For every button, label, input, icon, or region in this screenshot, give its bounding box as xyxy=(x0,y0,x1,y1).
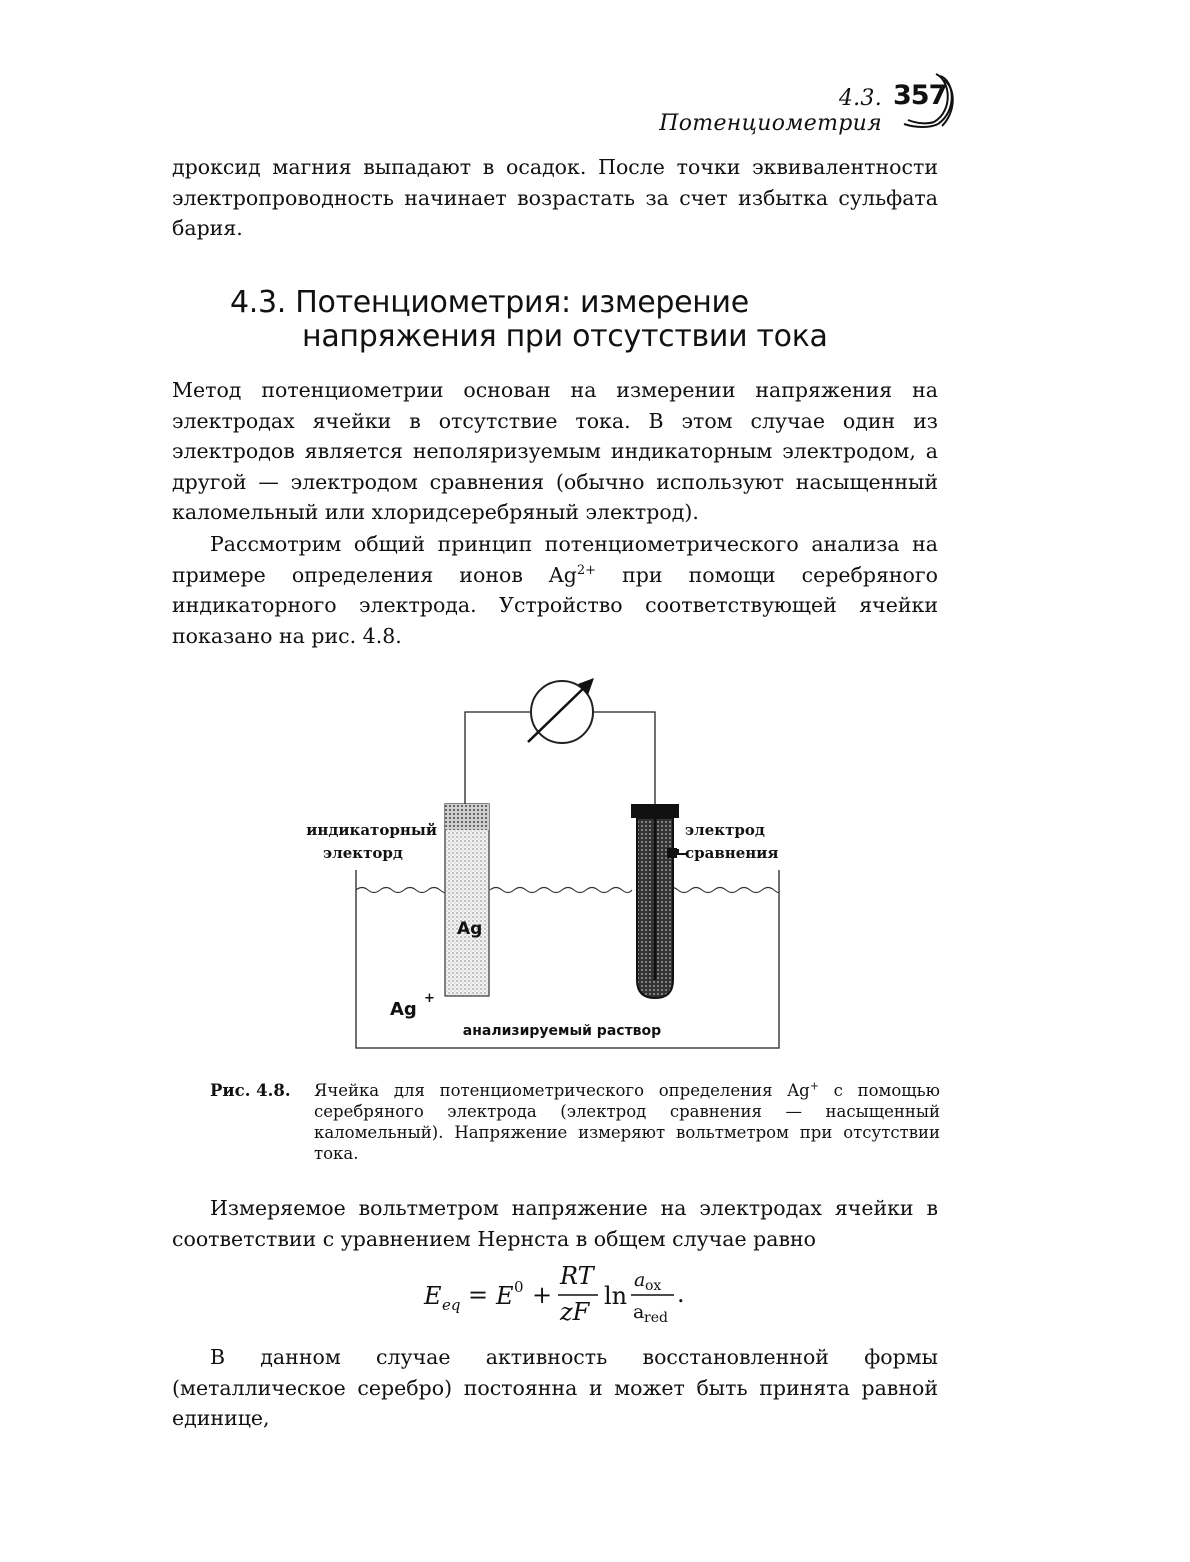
section-heading-line2: напряжения при отсутствии тока xyxy=(302,319,828,354)
eq-e0: E xyxy=(496,1282,514,1310)
paragraph-method: Метод потенциометрии основан на измерении напряжения на электродах ячейки в отсутствие тока. В этом случае один из электродов является неполяризуемым индикаторным электродом, а другой — электродом сравнения (обычно используют насыщенный каломельный или хлоридсеребряный электрод). xyxy=(172,378,938,524)
paragraph-nernst: Измеряемое вольтметром напряжение на электродах ячейки в соответствии с уравнением Нернста в общем случае равно xyxy=(172,1196,938,1251)
caption-text-before: Ячейка для потенциометрического определения Ag xyxy=(314,1081,810,1100)
figure-caption-label: Рис. 4.8. xyxy=(210,1081,291,1100)
eq-e0-sup: 0 xyxy=(514,1278,524,1296)
paragraph-example xyxy=(172,529,938,651)
silver-ion-label: Ag xyxy=(390,999,417,1020)
solution-label: анализируемый раствор xyxy=(462,1023,662,1039)
eq-a-num: a xyxy=(634,1269,646,1291)
indicator-electrode-label-line2: электорд xyxy=(323,844,403,862)
reference-electrode-label-line2: сравнения xyxy=(685,844,779,862)
paragraph-example-before: Рассмотрим общий принцип потенциометрического анализа на примере определения ионов Ag xyxy=(172,532,938,587)
running-header-title: 4.3. Потенциометрия xyxy=(659,86,882,136)
eq-a-den-sub: red xyxy=(644,1310,668,1326)
beaker xyxy=(356,870,779,1048)
eq-equals: = xyxy=(468,1281,489,1309)
indicator-electrode-label-line1: индикаторный xyxy=(306,821,437,839)
paragraph-bottom: В данном случае активность восстановленной формы (металлическое серебро) постоянна и может быть принята равной единице, xyxy=(172,1345,938,1430)
section-heading xyxy=(230,286,930,354)
indicator-electrode xyxy=(445,804,489,996)
electrochemical-cell-figure xyxy=(306,668,800,1060)
caption-text-after: с помощью серебряного электрода (электрод сравнения — насыщенный каломельный). Напряжение измеряют вольтметром при отсутствии тока. xyxy=(314,1081,940,1163)
eq-lhs: E xyxy=(424,1282,442,1310)
eq-frac-den: zF xyxy=(560,1298,590,1326)
caption-ion-charge: + xyxy=(809,1079,819,1093)
page-number: 357 xyxy=(893,80,947,111)
eq-ln: ln xyxy=(604,1282,628,1310)
nernst-equation xyxy=(420,1262,710,1332)
paragraph-example-after: при помощи серебряного индикаторного электрода. Устройство соответствующей ячейки показано на рис. 4.8. xyxy=(172,562,938,648)
silver-electrode-label: Ag xyxy=(457,919,483,939)
section-heading-line1: 4.3. Потенциометрия: измерение xyxy=(230,285,749,320)
figure-caption-text xyxy=(314,1080,940,1164)
page-number-ornament-icon xyxy=(900,70,960,132)
eq-period: . xyxy=(677,1280,685,1308)
eq-a-den: a xyxy=(633,1301,645,1323)
reference-electrode xyxy=(631,804,686,998)
reference-electrode-label-line1: электрод xyxy=(685,821,765,839)
ion-charge: 2+ xyxy=(576,562,597,578)
eq-a-num-sub: ox xyxy=(645,1278,662,1294)
eq-frac-num: RT xyxy=(560,1262,594,1290)
voltmeter-icon xyxy=(528,678,594,743)
eq-lhs-sub: eq xyxy=(442,1296,461,1314)
silver-ion-charge: + xyxy=(424,991,435,1006)
solution-surface xyxy=(356,888,779,893)
eq-plus: + xyxy=(532,1281,553,1309)
paragraph-continuation: дроксид магния выпадают в осадок. После точки эквивалентности электропроводность начинает возрастать за счет избытка сульфата бария. xyxy=(172,155,938,240)
